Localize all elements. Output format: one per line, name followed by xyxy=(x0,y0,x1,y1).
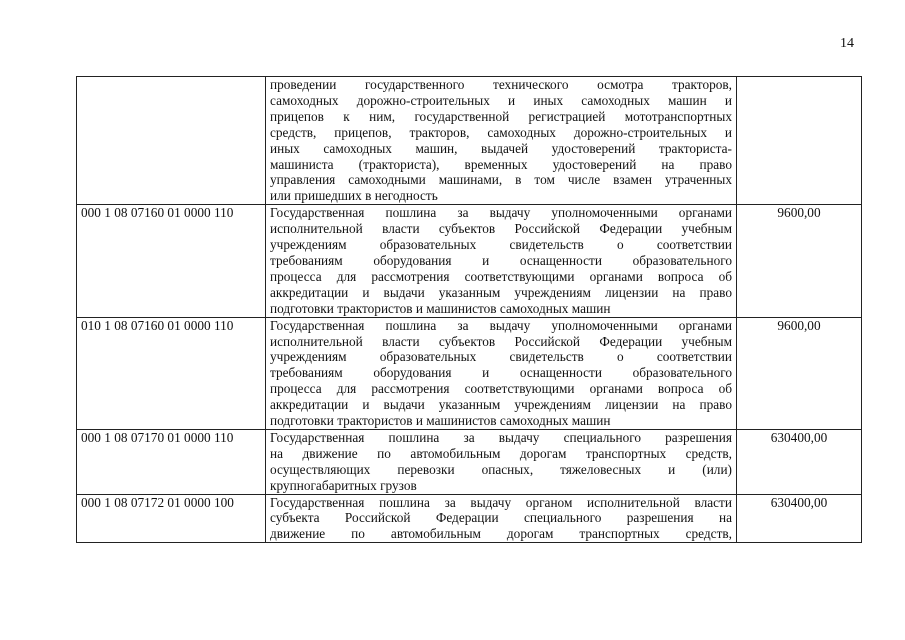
description-line: аккредитации и выдачи указанным учреждениям лицензии на право xyxy=(270,284,732,300)
table-row xyxy=(77,77,862,205)
revenue-amount xyxy=(737,77,862,205)
description-line: средств, прицепов, тракторов, самоходных дорожно-строительных и xyxy=(270,124,732,140)
revenue-amount: 630400,00 xyxy=(737,429,862,494)
description-line: на движение по автомобильным дорогам транспортных средств, xyxy=(270,445,732,461)
description-line: подготовки трактористов и машинистов самоходных машин xyxy=(270,300,611,316)
budget-revenue-table xyxy=(76,76,862,543)
table-row xyxy=(77,494,862,543)
description-line: самоходных дорожно-строительных и иных самоходных машин и xyxy=(270,92,732,108)
revenue-description xyxy=(266,205,737,317)
revenue-code: 010 1 08 07160 01 0000 110 xyxy=(77,317,266,429)
revenue-description xyxy=(266,429,737,494)
revenue-code: 000 1 08 07170 01 0000 110 xyxy=(77,429,266,494)
description-line: требованиям оборудования и оснащенности образовательного xyxy=(270,365,732,381)
description-line: аккредитации и выдачи указанным учреждениям лицензии на право xyxy=(270,397,732,413)
revenue-code: 000 1 08 07172 01 0000 100 xyxy=(77,494,266,543)
description-line: процесса для рассмотрения соответствующими органами вопроса об xyxy=(270,381,732,397)
description-line: машиниста (тракториста), временных удостоверений на право xyxy=(270,156,732,172)
table-row xyxy=(77,205,862,317)
description-line: учреждениям образовательных свидетельств о соответствии xyxy=(270,237,732,253)
table-row xyxy=(77,317,862,429)
description-line: Государственная пошлина за выдачу уполномоченными органами xyxy=(270,205,732,221)
table-row xyxy=(77,429,862,494)
description-line: проведении государственного технического осмотра тракторов, xyxy=(270,77,732,92)
revenue-code xyxy=(77,77,266,205)
description-line: требованиям оборудования и оснащенности образовательного xyxy=(270,252,732,268)
description-line: субъекта Российской Федерации специального разрешения на xyxy=(270,510,732,526)
description-line: или пришедших в негодность xyxy=(270,188,438,204)
description-line: Государственная пошлина за выдачу уполномоченными органами xyxy=(270,317,732,333)
revenue-description xyxy=(266,494,737,543)
description-line: прицепов к ним, государственной регистрацией мототранспортных xyxy=(270,108,732,124)
description-line: учреждениям образовательных свидетельств о соответствии xyxy=(270,349,732,365)
description-line: крупногабаритных грузов xyxy=(270,477,417,493)
revenue-amount: 9600,00 xyxy=(737,317,862,429)
revenue-description xyxy=(266,77,737,205)
description-line: исполнительной власти субъектов Российской Федерации учебным xyxy=(270,333,732,349)
revenue-amount: 9600,00 xyxy=(737,205,862,317)
description-line: исполнительной власти субъектов Российской Федерации учебным xyxy=(270,221,732,237)
revenue-amount: 630400,00 xyxy=(737,494,862,543)
description-line: Государственная пошлина за выдачу органом исполнительной власти xyxy=(270,494,732,510)
description-line: подготовки трактористов и машинистов самоходных машин xyxy=(270,413,611,429)
revenue-description xyxy=(266,317,737,429)
page-number: 14 xyxy=(840,36,854,51)
description-line: осуществляющих перевозки опасных, тяжеловесных и (или) xyxy=(270,461,732,477)
description-line: Государственная пошлина за выдачу специального разрешения xyxy=(270,429,732,445)
revenue-code: 000 1 08 07160 01 0000 110 xyxy=(77,205,266,317)
description-line: управления самоходными машинами, в том числе взамен утраченных xyxy=(270,172,732,188)
description-line: движение по автомобильным дорогам транспортных средств, xyxy=(270,526,732,542)
description-line: процесса для рассмотрения соответствующими органами вопроса об xyxy=(270,268,732,284)
description-line: иных самоходных машин, выдачей удостоверений тракториста- xyxy=(270,140,732,156)
